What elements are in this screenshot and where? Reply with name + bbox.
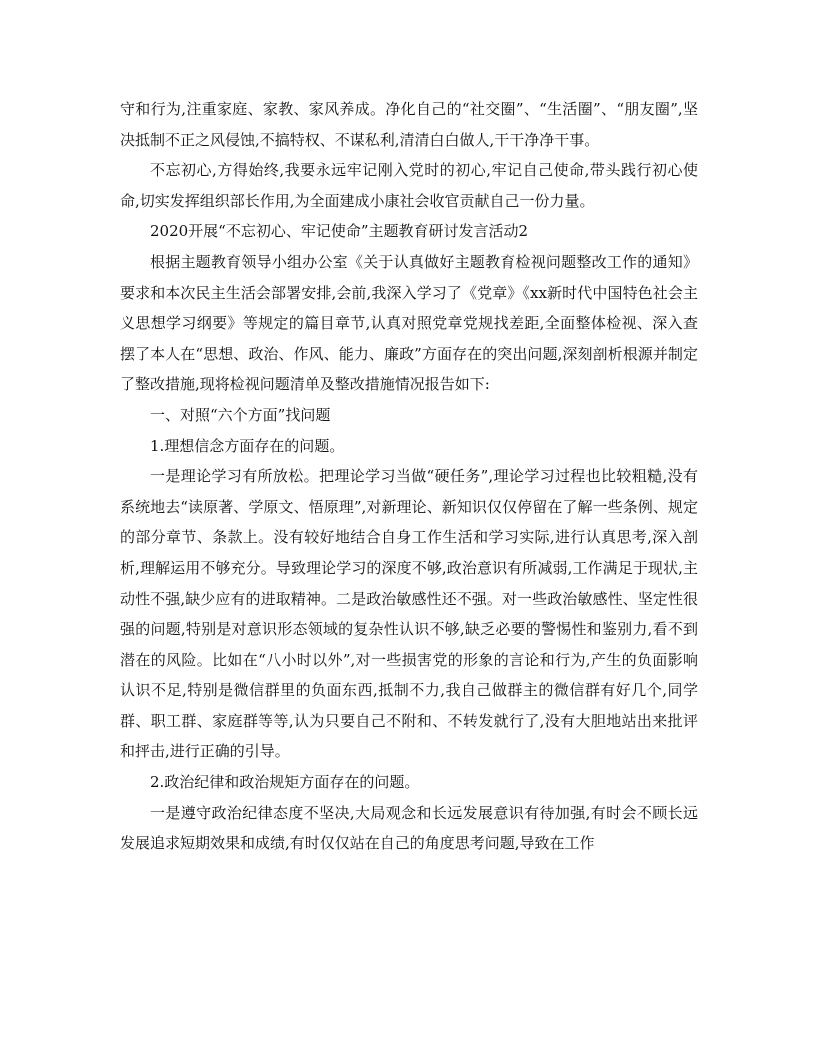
- section-heading-activity-2: 2020开展“不忘初心、牢记使命”主题教育研讨发言活动2: [150, 222, 529, 241]
- heading-political-discipline: 2.政治纪律和政治规矩方面存在的问题。: [150, 773, 420, 792]
- paragraph-original-aspiration: 不忘初心,方得始终,我要永远牢记刚入党时的初心,牢记自己使命,带头践行初心使命,切实发挥组织部长作用,为全面建成小康社会收官贡献自己一份力量。: [120, 161, 698, 210]
- document-page: [120, 94, 698, 859]
- paragraph-theory-study: 一是理论学习有所放松。把理论学习当做“硬任务”,理论学习过程也比较粗糙,没有系统地去“读原著、学原文、悟原理”,对新理论、新知识仅仅停留在了解一些条例、规定的部分章节、条款上。没有较好地结合自身工作生活和学习实际,进行认真思考,深入剖析,理解运用不够充分。导致理论学习的深度不够,政治意识有所减弱,工作满足于现状,主动性不强,缺少应有的进取精神。二是政治敏感性还不强。对一些政治敏感性、坚定性很强的问题,特别是对意识形态领域的复杂性认识不够,缺乏必要的警惕性和鉴别力,看不到潜在的风险。比如在“八小时以外”,对一些损害党的形象的言论和行为,产生的负面影响认识不足,特别是微信群里的负面东西,抵制不力,我自己做群主的微信群有好几个,同学群、职工群、家庭群等等,认为只要自己不附和、不转发就行了,没有大胆地站出来批评和抨击,进行正确的引导。: [120, 467, 698, 761]
- heading-six-aspects: 一、对照“六个方面”找问题: [150, 405, 331, 424]
- paragraph-family-values: 守和行为,注重家庭、家教、家风养成。净化自己的“社交圈”、“生活圈”、“朋友圈”,坚决抵制不正之风侵蚀,不搞特权、不谋私利,清清白白做人,干干净净干事。: [120, 100, 698, 149]
- paragraph-discipline-attitude: 一是遵守政治纪律态度不坚决,大局观念和长远发展意识有待加强,有时会不顾长远发展追求短期效果和成绩,有时仅仅站在自己的角度思考问题,导致在工作: [120, 803, 698, 853]
- paragraph-report-introduction: 根据主题教育领导小组办公室《关于认真做好主题教育检视问题整改工作的通知》要求和本次民主生活会部署安排,会前,我深入学习了《党章》《xx新时代中国特色社会主义思想学习纲要》等规定的篇目章节,认真对照党章党规找差距,全面整体检视、深入查摆了本人在“思想、政治、作风、能力、廉政”方面存在的突出问题,深刻剖析根源并制定了整改措施,现将检视问题清单及整改措施情况报告如下:: [120, 252, 698, 394]
- heading-ideals-beliefs: 1.理想信念方面存在的问题。: [150, 436, 345, 455]
